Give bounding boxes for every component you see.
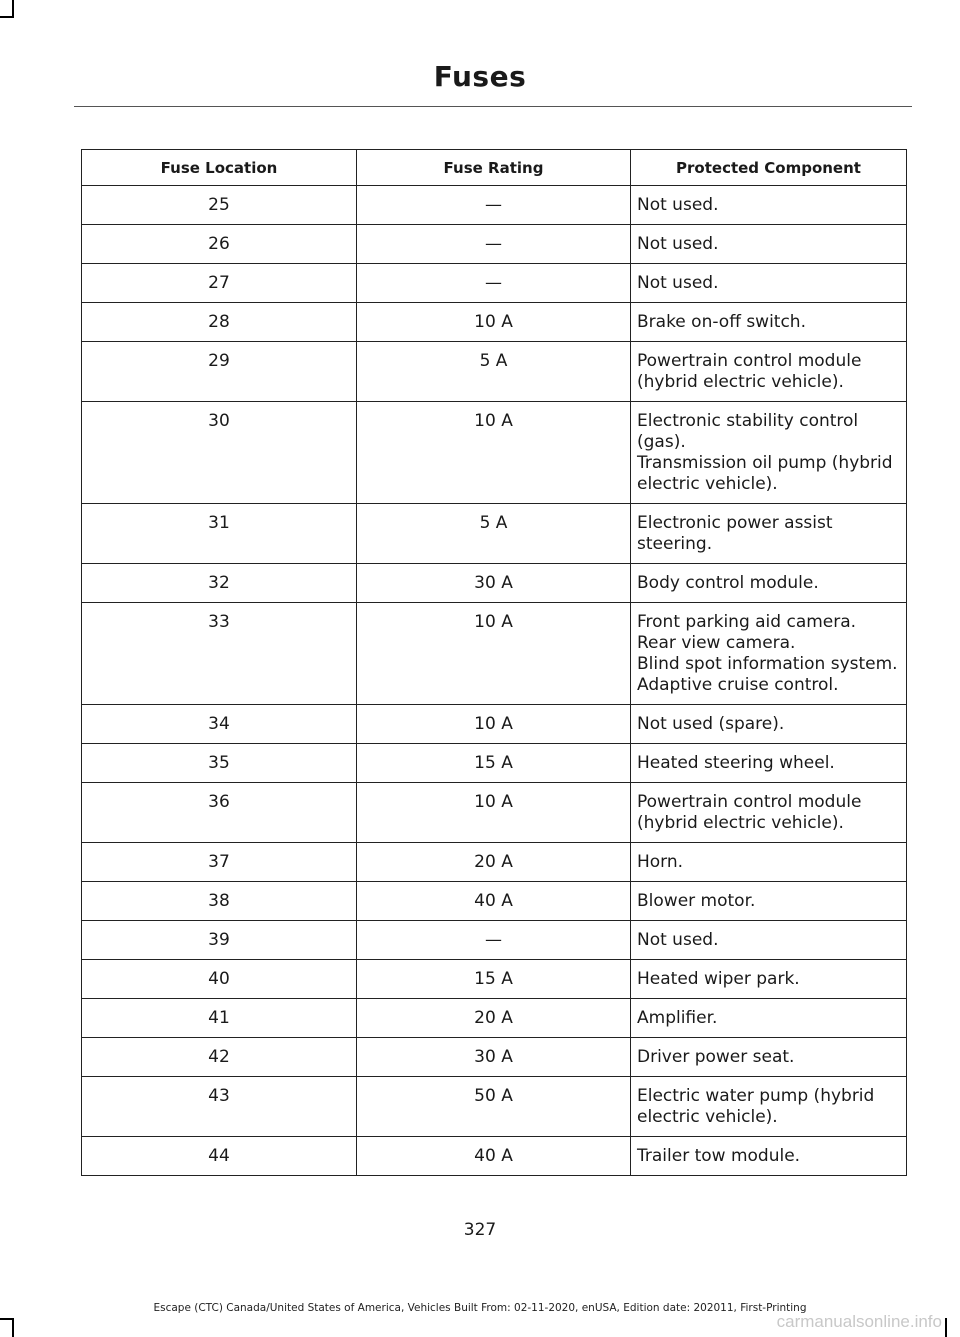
component-line: Powertrain control module (hybrid electric vehicle).	[637, 792, 862, 833]
protected-component-cell	[631, 882, 907, 921]
crop-mark-top-left	[0, 16, 14, 18]
page-number: 327	[463, 1220, 497, 1240]
component-line: Driver power seat.	[637, 1047, 795, 1067]
fuse-rating-cell: 15 A	[357, 744, 631, 783]
table-row	[82, 705, 907, 744]
component-line: Electronic stability control (gas).	[637, 411, 859, 452]
component-line: Not used (spare).	[637, 714, 785, 734]
fuse-rating-cell: 40 A	[357, 882, 631, 921]
protected-component-cell	[631, 342, 907, 402]
table-row	[82, 1137, 907, 1176]
fuse-location-cell: 30	[82, 402, 357, 504]
table-row	[82, 264, 907, 303]
table-row	[82, 921, 907, 960]
component-line: Transmission oil pump (hybrid electric vehicle).	[637, 453, 893, 494]
fuse-location-cell: 27	[82, 264, 357, 303]
fuse-location-cell: 29	[82, 342, 357, 402]
fuse-rating-cell: 5 A	[357, 504, 631, 564]
fuse-location-cell: 37	[82, 843, 357, 882]
fuse-rating-cell: 30 A	[357, 564, 631, 603]
table-row	[82, 960, 907, 999]
fuse-table-body	[82, 186, 907, 1176]
footer-text: Escape (CTC) Canada/United States of America, Vehicles Built From: 02-11-2020, enUSA, Edition date: 202011, First-Printing	[153, 1302, 807, 1314]
fuse-location-cell: 31	[82, 504, 357, 564]
component-line: Brake on-off switch.	[637, 312, 806, 332]
fuse-location-cell: 44	[82, 1137, 357, 1176]
table-row	[82, 843, 907, 882]
fuse-location-cell: 41	[82, 999, 357, 1038]
crop-mark-bottom-left	[0, 1318, 14, 1320]
crop-mark-bottom-left	[12, 1318, 14, 1337]
page-title: Fuses	[433, 60, 527, 93]
fuse-location-cell: 36	[82, 783, 357, 843]
fuse-rating-cell: 10 A	[357, 402, 631, 504]
crop-mark-bottom-right	[945, 1318, 947, 1337]
component-line: Powertrain control module (hybrid electric vehicle).	[637, 351, 862, 392]
protected-component-cell	[631, 186, 907, 225]
column-header-fuse-location: Fuse Location	[82, 150, 357, 186]
protected-component-cell	[631, 960, 907, 999]
fuse-rating-cell: 50 A	[357, 1077, 631, 1137]
component-line: Not used.	[637, 273, 719, 293]
fuse-location-cell: 33	[82, 603, 357, 705]
fuse-rating-cell: 10 A	[357, 705, 631, 744]
table-header-row	[82, 150, 907, 186]
protected-component-cell	[631, 1038, 907, 1077]
protected-component-cell	[631, 225, 907, 264]
watermark: carmanualsonline.info	[776, 1312, 942, 1331]
protected-component-cell	[631, 783, 907, 843]
fuse-rating-cell: 15 A	[357, 960, 631, 999]
component-line: Rear view camera.	[637, 633, 796, 653]
table-row	[82, 342, 907, 402]
table-row	[82, 186, 907, 225]
table-row	[82, 564, 907, 603]
fuse-location-cell: 42	[82, 1038, 357, 1077]
fuse-rating-cell: 30 A	[357, 1038, 631, 1077]
protected-component-cell	[631, 843, 907, 882]
fuse-location-cell: 25	[82, 186, 357, 225]
protected-component-cell	[631, 921, 907, 960]
protected-component-cell	[631, 705, 907, 744]
fuse-rating-cell: 40 A	[357, 1137, 631, 1176]
fuse-rating-cell: —	[357, 225, 631, 264]
component-line: Heated steering wheel.	[637, 753, 835, 773]
table-row	[82, 1077, 907, 1137]
column-header-protected-component: Protected Component	[631, 150, 907, 186]
fuse-location-cell: 34	[82, 705, 357, 744]
component-line: Heated wiper park.	[637, 969, 800, 989]
table-row	[82, 303, 907, 342]
fuse-location-cell: 38	[82, 882, 357, 921]
protected-component-cell	[631, 303, 907, 342]
component-line: Adaptive cruise control.	[637, 675, 839, 695]
table-row	[82, 225, 907, 264]
component-line: Trailer tow module.	[637, 1146, 801, 1166]
fuse-location-cell: 40	[82, 960, 357, 999]
protected-component-cell	[631, 1077, 907, 1137]
fuse-location-cell: 39	[82, 921, 357, 960]
fuse-rating-cell: 10 A	[357, 603, 631, 705]
table-row	[82, 882, 907, 921]
protected-component-cell	[631, 504, 907, 564]
protected-component-cell	[631, 744, 907, 783]
table-row	[82, 504, 907, 564]
fuse-rating-cell: 20 A	[357, 999, 631, 1038]
protected-component-cell	[631, 999, 907, 1038]
fuse-location-cell: 28	[82, 303, 357, 342]
component-line: Front parking aid camera.	[637, 612, 857, 632]
fuse-rating-cell: 20 A	[357, 843, 631, 882]
fuse-rating-cell: 10 A	[357, 303, 631, 342]
protected-component-cell	[631, 603, 907, 705]
protected-component-cell	[631, 564, 907, 603]
table-row	[82, 783, 907, 843]
fuse-location-cell: 32	[82, 564, 357, 603]
table-row	[82, 402, 907, 504]
fuse-location-cell: 35	[82, 744, 357, 783]
table-row	[82, 744, 907, 783]
component-line: Blower motor.	[637, 891, 756, 911]
component-line: Not used.	[637, 234, 719, 254]
component-line: Body control module.	[637, 573, 819, 593]
table-row	[82, 603, 907, 705]
fuse-table	[81, 149, 907, 1176]
fuse-location-cell: 43	[82, 1077, 357, 1137]
component-line: Amplifier.	[637, 1008, 718, 1028]
component-line: Electric water pump (hybrid electric vehicle).	[637, 1086, 875, 1127]
fuse-rating-cell: —	[357, 921, 631, 960]
table-row	[82, 1038, 907, 1077]
component-line: Horn.	[637, 852, 684, 872]
component-line: Blind spot information system.	[637, 654, 898, 674]
protected-component-cell	[631, 1137, 907, 1176]
component-line: Not used.	[637, 195, 719, 215]
fuse-rating-cell: —	[357, 264, 631, 303]
fuse-rating-cell: —	[357, 186, 631, 225]
protected-component-cell	[631, 264, 907, 303]
table-row	[82, 999, 907, 1038]
component-line: Not used.	[637, 930, 719, 950]
protected-component-cell	[631, 402, 907, 504]
fuse-location-cell: 26	[82, 225, 357, 264]
component-line: Electronic power assist steering.	[637, 513, 833, 554]
header-rule	[74, 106, 912, 107]
fuse-rating-cell: 10 A	[357, 783, 631, 843]
column-header-fuse-rating: Fuse Rating	[357, 150, 631, 186]
fuse-rating-cell: 5 A	[357, 342, 631, 402]
